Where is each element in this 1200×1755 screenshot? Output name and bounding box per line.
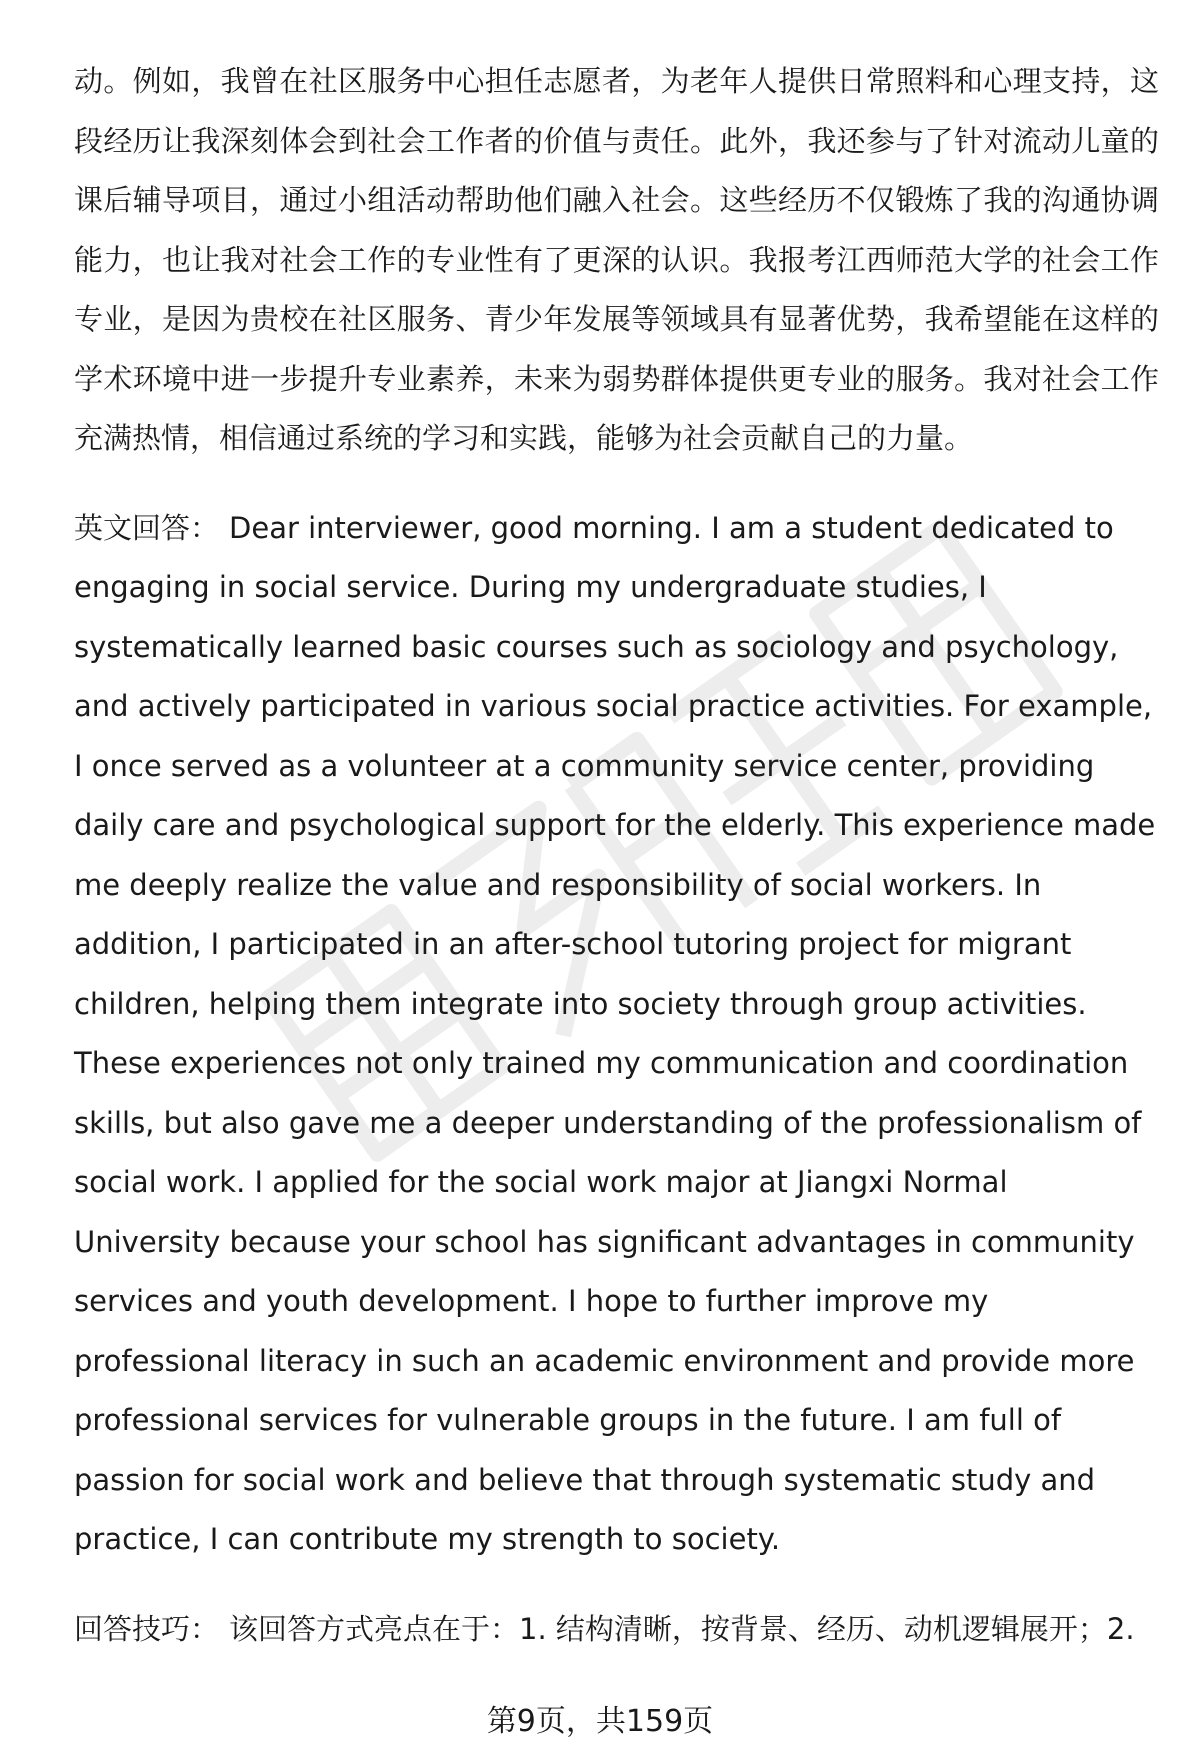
- page-number-footer: 第9页，共159页: [486, 1704, 714, 1739]
- answer-tips-text: 该回答方式亮点在于：1. 结构清晰，按背景、经历、动机逻辑展开；2.: [229, 1611, 1135, 1646]
- chinese-answer-paragraph: 动。例如，我曾在社区服务中心担任志愿者，为老年人提供日常照料和心理支持，这段经历让我深刻体会到社会工作者的价值与责任。此外，我还参与了针对流动儿童的课后辅导项目，通过小组活动帮助他们融入社会。这些经历不仅锻炼了我的沟通协调能力，也让我对社会工作的专业性有了更深的认识。我报考江西师范大学的社会工作专业，是因为贵校在社区服务、青少年发展等领域具有显著优势，我希望能在这样的学术环境中进一步提升专业素养，未来为弱势群体提供更专业的服务。我对社会工作充满热情，相信通过系统的学习和实践，能够为社会贡献自己的力量。: [74, 64, 1159, 455]
- answer-tips-paragraph: [74, 1600, 1159, 1660]
- document-page: [74, 52, 1159, 1659]
- english-answer-label: 英文回答：: [74, 510, 220, 545]
- english-answer-paragraph: [74, 499, 1159, 1570]
- answer-tips-label: 回答技巧：: [74, 1611, 220, 1646]
- english-answer-text: Dear interviewer, good morning. I am a student dedicated to engaging in social service. During my undergraduate studies, I systematically learned basic courses such as sociology and psychology, and actively participated in various social practice activities. For example, I once served as a volunteer at a community service center, providing daily care and psychological support for the elderly. This experience made me deeply realize the value and responsibility of social workers. In addition, I participated in an after-school tutoring project for migrant children, helping them integrate into society through group activities. These experiences not only trained my communication and coordination skills, but also gave me a deeper understanding of the professionalism of social work. I applied for the social work major at Jiangxi Normal University because your school has significant advantages in community services and youth development. I hope to further improve my professional literacy in such an academic environment and provide more professional services for vulnerable groups in the future. I am full of passion for social work and believe that through systematic study and practice, I can contribute my strength to society.: [74, 510, 1156, 1556]
